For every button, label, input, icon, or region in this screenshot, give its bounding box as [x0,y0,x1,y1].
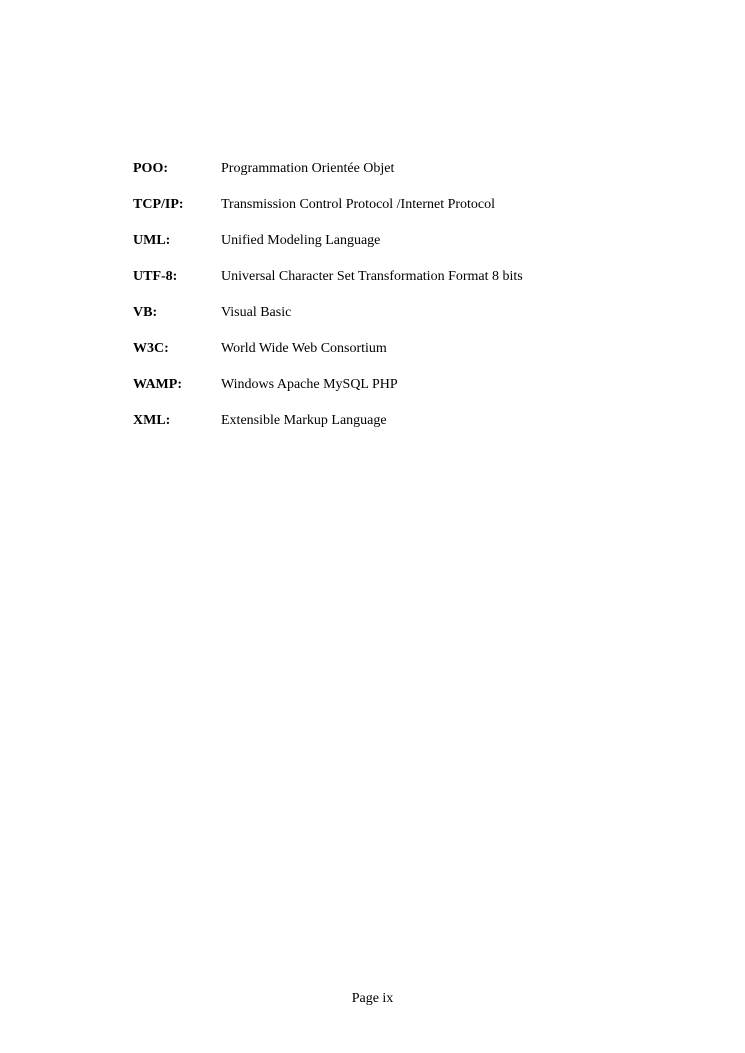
abbreviation-row-wamp [133,374,693,410]
abbreviation-definition: World Wide Web Consortium [221,341,387,356]
abbreviation-term: WAMP: [133,377,182,392]
abbreviation-definition: Unified Modeling Language [221,233,381,248]
abbreviation-row-w3c [133,338,693,374]
page-number: Page ix [351,991,394,1006]
abbreviation-row-xml [133,410,693,446]
abbreviation-term: W3C: [133,341,169,356]
abbreviation-term: XML: [133,413,171,428]
abbreviation-row-vb [133,302,693,338]
abbreviation-list [133,158,693,446]
abbreviation-term: VB: [133,305,158,320]
abbreviation-definition: Extensible Markup Language [221,413,387,428]
abbreviation-definition: Windows Apache MySQL PHP [221,377,398,392]
abbreviation-row-uml [133,230,693,266]
abbreviation-term: UTF-8: [133,269,178,284]
abbreviation-definition: Visual Basic [221,305,292,320]
abbreviation-term: TCP/IP: [133,197,184,212]
abbreviation-definition: Transmission Control Protocol /Internet Protocol [221,197,496,212]
abbreviation-row-poo [133,158,693,194]
abbreviation-definition: Universal Character Set Transformation Format 8 bits [221,269,523,284]
abbreviation-row-tcp-ip [133,194,693,230]
abbreviation-row-utf-8 [133,266,693,302]
abbreviation-term: UML: [133,233,171,248]
abbreviation-term: POO: [133,161,168,176]
abbreviation-definition: Programmation Orientée Objet [221,161,395,176]
